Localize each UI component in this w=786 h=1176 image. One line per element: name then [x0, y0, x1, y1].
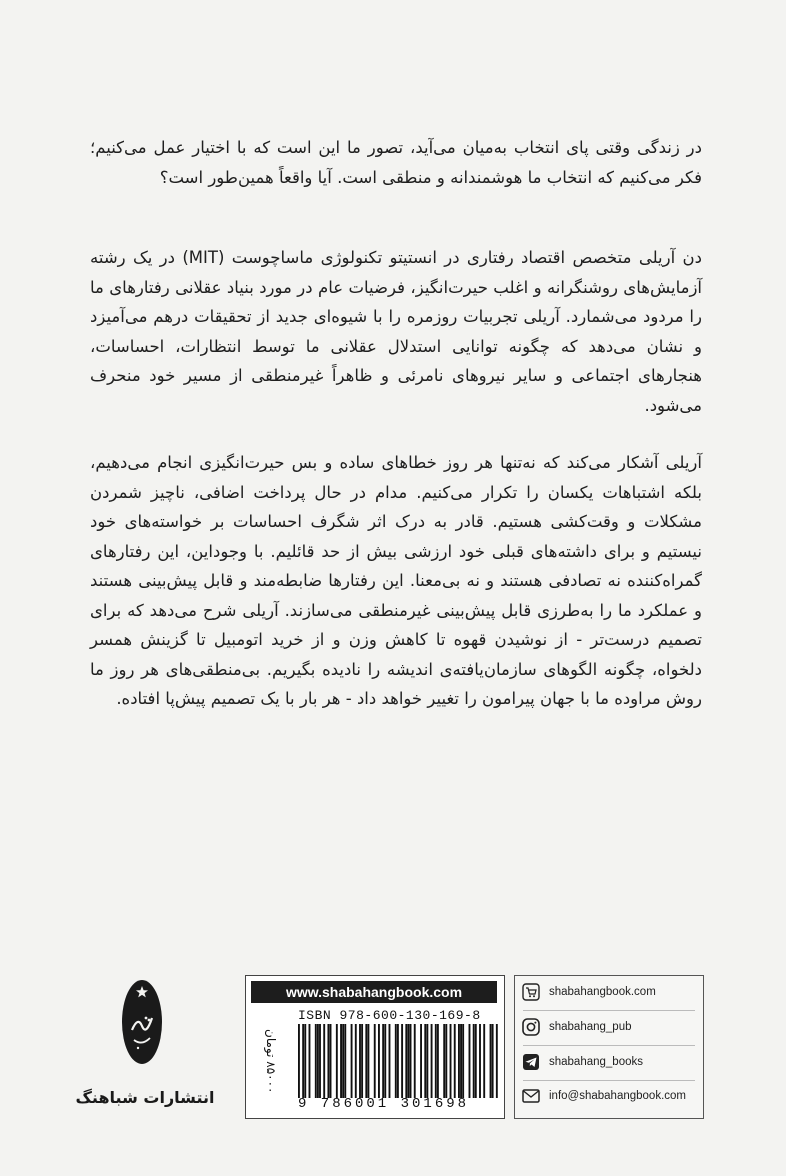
- contact-label: info@shabahangbook.com: [549, 1090, 686, 1102]
- barcode-image: [298, 1024, 498, 1098]
- price-label: ۸۵۰۰۰ تومان: [264, 1028, 278, 1094]
- author-paragraph: [90, 243, 702, 420]
- publisher-logo-icon: [120, 978, 164, 1066]
- cart-icon: [521, 982, 541, 1002]
- contact-telegram[interactable]: [515, 1048, 703, 1076]
- paragraph-2: دن آریلی متخصص اقتصاد رفتاری در انستیتو تکنولوژی ماساچوست (MIT) در یک رشته آزمایش‌های روشنگرانه و اغلب حیرت‌انگیز، فرضیات عام در مورد بنیاد عقلانی رفتارهای ما را مردود می‌شمارد. آریلی تجربیات روزمره را با شیوه‌ای جدید از تحقیقات درهم می‌آمیزد و نشان می‌دهد که چگونه توانایی استدلال عقلانی ما توسط انتظارات، احساسات، هنجارهای اجتماعی و سایر نیروهای نامرئی و ظاهراً غیرمنطقی از مسیر خود منحرف می‌شود.: [90, 248, 703, 415]
- barcode-panel: [245, 975, 505, 1119]
- contact-label: shabahang_pub: [549, 1021, 632, 1033]
- divider: [523, 1080, 695, 1081]
- isbn-text: ISBN 978-600-130-169-8: [298, 1008, 481, 1023]
- publisher-name: انتشارات شباهنگ: [75, 1088, 215, 1107]
- barcode-number: 9 786001 301698: [298, 1096, 470, 1112]
- divider: [523, 1045, 695, 1046]
- contact-panel: [514, 975, 704, 1119]
- contact-label: shabahangbook.com: [549, 986, 656, 998]
- summary-paragraph: [90, 448, 702, 714]
- contact-instagram[interactable]: [515, 1013, 703, 1041]
- contact-label: shabahang_books: [549, 1056, 643, 1068]
- paragraph-1: در زندگی وقتی پای انتخاب به‌میان می‌آید، تصور ما این است که با اختیار عمل می‌کنیم؛ فکر می‌کنیم که انتخاب ما هوشمندانه و منطقی است. آیا واقعاً همین‌طور است؟: [90, 138, 702, 187]
- paragraph-3: آریلی آشکار می‌کند که نه‌تنها هر روز خطاهای ساده و بس حیرت‌انگیزی انجام می‌دهیم، بلکه اشتباهات یکسان را تکرار می‌کنیم. مدام در حال پرداخت اضافی، ناچیز شمردن مشکلات و وقت‌کشی هستیم. قادر به درک اثر شگرف احساسات بر خواسته‌های خود نیستیم و برای داشته‌های قبلی خود ارزشی بیش از حد قائلیم. با وجوداین، این رفتارهای گمراه‌کننده نه تصادفی هستند و نه بی‌معنا. این رفتارها ضابطه‌مند و قابل پیش‌بینی هستند و عملکرد ما را به‌طرزی قابل پیش‌بینی غیرمنطقی می‌سازند. آریلی شرح می‌دهد که برای تصمیم درست‌تر - از نوشیدن قهوه تا کاهش وزن و از خرید اتومبیل تا گزینش همسر دلخواه، چگونه الگوهای سازمان‌یافته‌ی اندیشه را نادیده بگیریم. بی‌منطقی‌های هر روز ما روش مراوده ما با جهان پیرامون را تغییر خواهد داد - هر بار با یک تصمیم پیش‌پا افتاده.: [90, 453, 702, 708]
- instagram-icon: [521, 1017, 541, 1037]
- contact-website[interactable]: [515, 978, 703, 1006]
- email-icon: [521, 1086, 541, 1106]
- contact-email[interactable]: [515, 1082, 703, 1110]
- website-banner[interactable]: www.shabahangbook.com: [251, 981, 497, 1003]
- telegram-icon: [521, 1052, 541, 1072]
- divider: [523, 1010, 695, 1011]
- intro-paragraph: [90, 133, 702, 192]
